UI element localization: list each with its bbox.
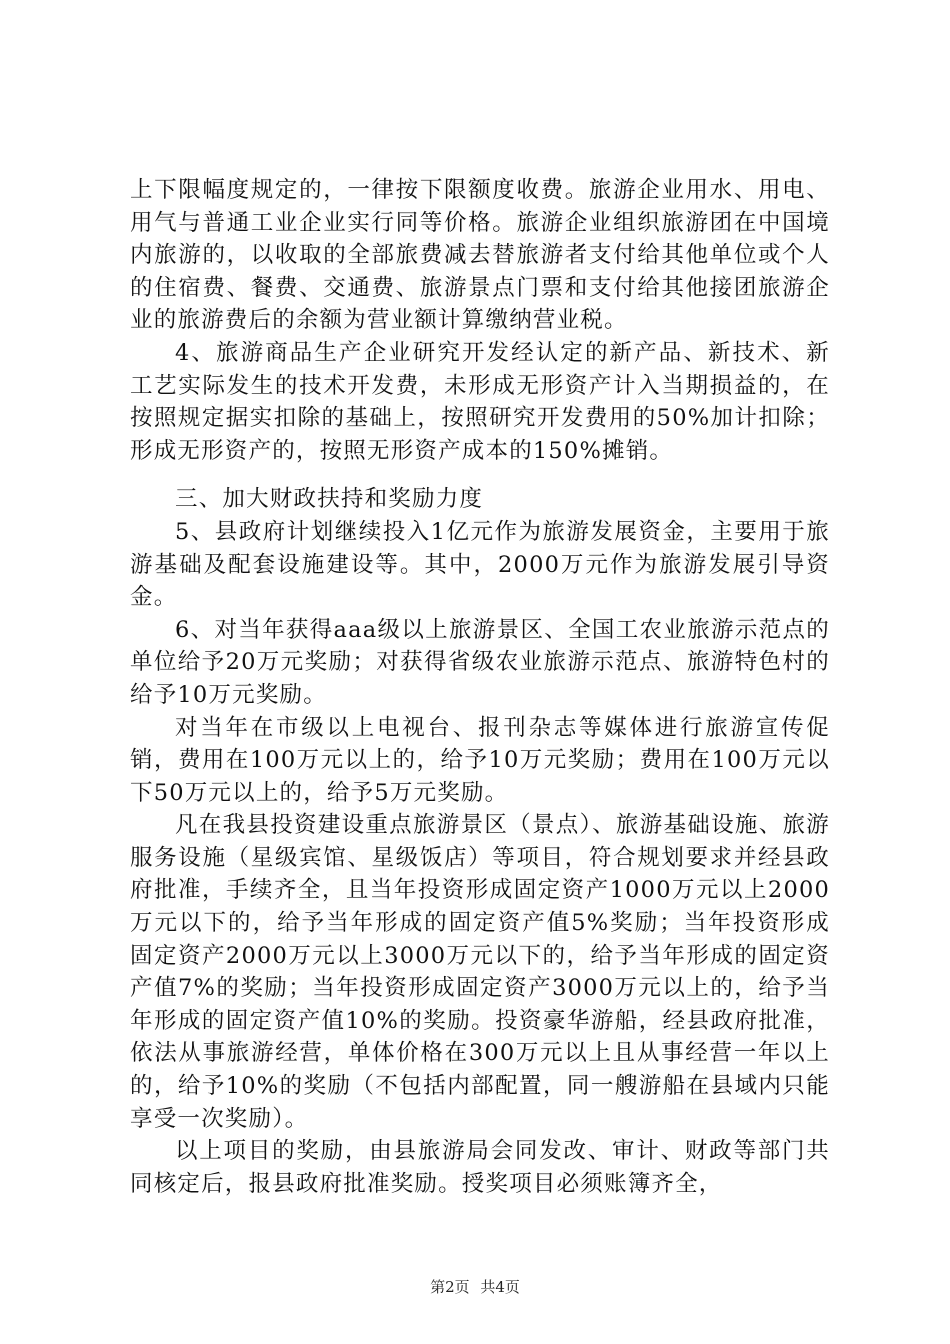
- page-total: 共4页: [480, 1278, 520, 1296]
- page-number: 第2页: [430, 1278, 470, 1296]
- paragraph-item-5: 5、县政府计划继续投入1亿元作为旅游发展资金，主要用于旅游基础及配套设施建设等。其中，2000万元作为旅游发展引导资金。: [130, 518, 830, 611]
- document-body: [130, 174, 830, 1200]
- paragraph-fee-policy: 上下限幅度规定的，一律按下限额度收费。旅游企业用水、用电、用气与普通工业企业实行同等价格。旅游企业组织旅游团在中国境内旅游的，以收取的全部旅费减去替旅游者支付给其他单位或个人的住宿费、餐费、交通费、旅游景点门票和支付给其他接团旅游企业的旅游费后的余额为营业额计算缴纳营业税。: [130, 177, 830, 334]
- paragraph-item-6: 6、对当年获得aaa级以上旅游景区、全国工农业旅游示范点的单位给予20万元奖励；对获得省级农业旅游示范点、旅游特色村的给予10万元奖励。: [130, 616, 830, 708]
- section-heading-3: 三、加大财政扶持和奖励力度: [175, 486, 484, 513]
- paragraph-investment-reward: 凡在我县投资建设重点旅游景区（景点）、旅游基础设施、旅游服务设施（星级宾馆、星级饭店）等项目，符合规划要求并经县政府批准，手续齐全，且当年投资形成固定资产1000万元以上2000万元以下的，给予当年形成的固定资产值5%奖励；当年投资形成固定资产2000万元以上3000万元以下的，给予当年形成的固定资产值7%的奖励；当年投资形成固定资产3000万元以上的，给予当年形成的固定资产值10%的奖励。投资豪华游船，经县政府批准，依法从事旅游经营，单体价格在300万元以上且从事经营一年以上的，给予10%的奖励（不包括内部配置，同一艘游船在县域内只能享受一次奖励）。: [130, 812, 830, 1132]
- paragraph-reward-approval: 以上项目的奖励，由县旅游局会同发改、审计、财政等部门共同核定后，报县政府批准奖励。授奖项目必须账簿齐全，: [130, 1138, 830, 1197]
- paragraph-media-promotion: 对当年在市级以上电视台、报刊杂志等媒体进行旅游宣传促销，费用在100万元以上的，给予10万元奖励；费用在100万元以下50万元以上的，给予5万元奖励。: [130, 714, 830, 806]
- page-footer: [0, 1276, 950, 1297]
- section-gap: [130, 467, 830, 483]
- paragraph-item-4: 4、旅游商品生产企业研究开发经认定的新产品、新技术、新工艺实际发生的技术开发费，未形成无形资产计入当期损益的，在按照规定据实扣除的基础上，按照研究开发费用的50%加计扣除；形成无形资产的，按照无形资产成本的150%摊销。: [130, 339, 830, 464]
